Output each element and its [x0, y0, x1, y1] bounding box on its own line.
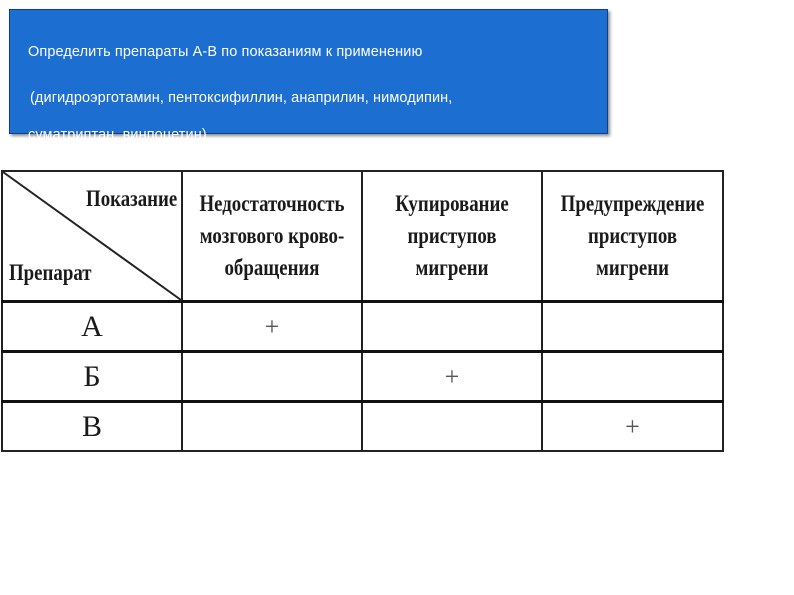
table-cell: + [542, 402, 723, 452]
table-row [2, 402, 723, 452]
column-header [182, 171, 362, 302]
indications-table [1, 170, 724, 452]
table-cell: + [182, 302, 362, 352]
column-header [362, 171, 542, 302]
task-line-3: суматриптан, винпоцетин) [28, 127, 207, 143]
column-header-line: Купирование [395, 191, 509, 216]
column-header-line: приступов [587, 223, 678, 248]
table-header-row [2, 171, 723, 302]
table-cell: + [362, 352, 542, 402]
row-label: В [2, 402, 182, 452]
corner-indication-label: Показание [85, 186, 177, 211]
table-cell [362, 302, 542, 352]
corner-drug-label: Препарат [9, 260, 92, 285]
table-cell [182, 352, 362, 402]
task-banner [9, 9, 608, 143]
table-cell [182, 402, 362, 452]
table-row [2, 302, 723, 352]
table-cell [542, 352, 723, 402]
corner-cell [2, 171, 182, 302]
table-cell [362, 402, 542, 452]
table-row [2, 352, 723, 402]
column-header-line: Предупреждение [560, 191, 705, 216]
row-label: А [2, 302, 182, 352]
column-header [542, 171, 723, 302]
column-header-line: мигрени [415, 255, 489, 280]
column-header-line: мозгового крово- [199, 223, 345, 248]
column-header-line: Недостаточность [199, 191, 345, 216]
task-line-1: Определить препараты А-В по показаниям к применению [28, 44, 423, 60]
column-header-line: мигрени [596, 255, 669, 280]
column-header-line: обращения [224, 255, 320, 280]
row-label: Б [2, 352, 182, 402]
column-header-line: приступов [407, 223, 497, 248]
table-cell [542, 302, 723, 352]
task-line-2: (дигидроэрготамин, пентоксифиллин, анаприлин, нимодипин, [30, 90, 453, 106]
